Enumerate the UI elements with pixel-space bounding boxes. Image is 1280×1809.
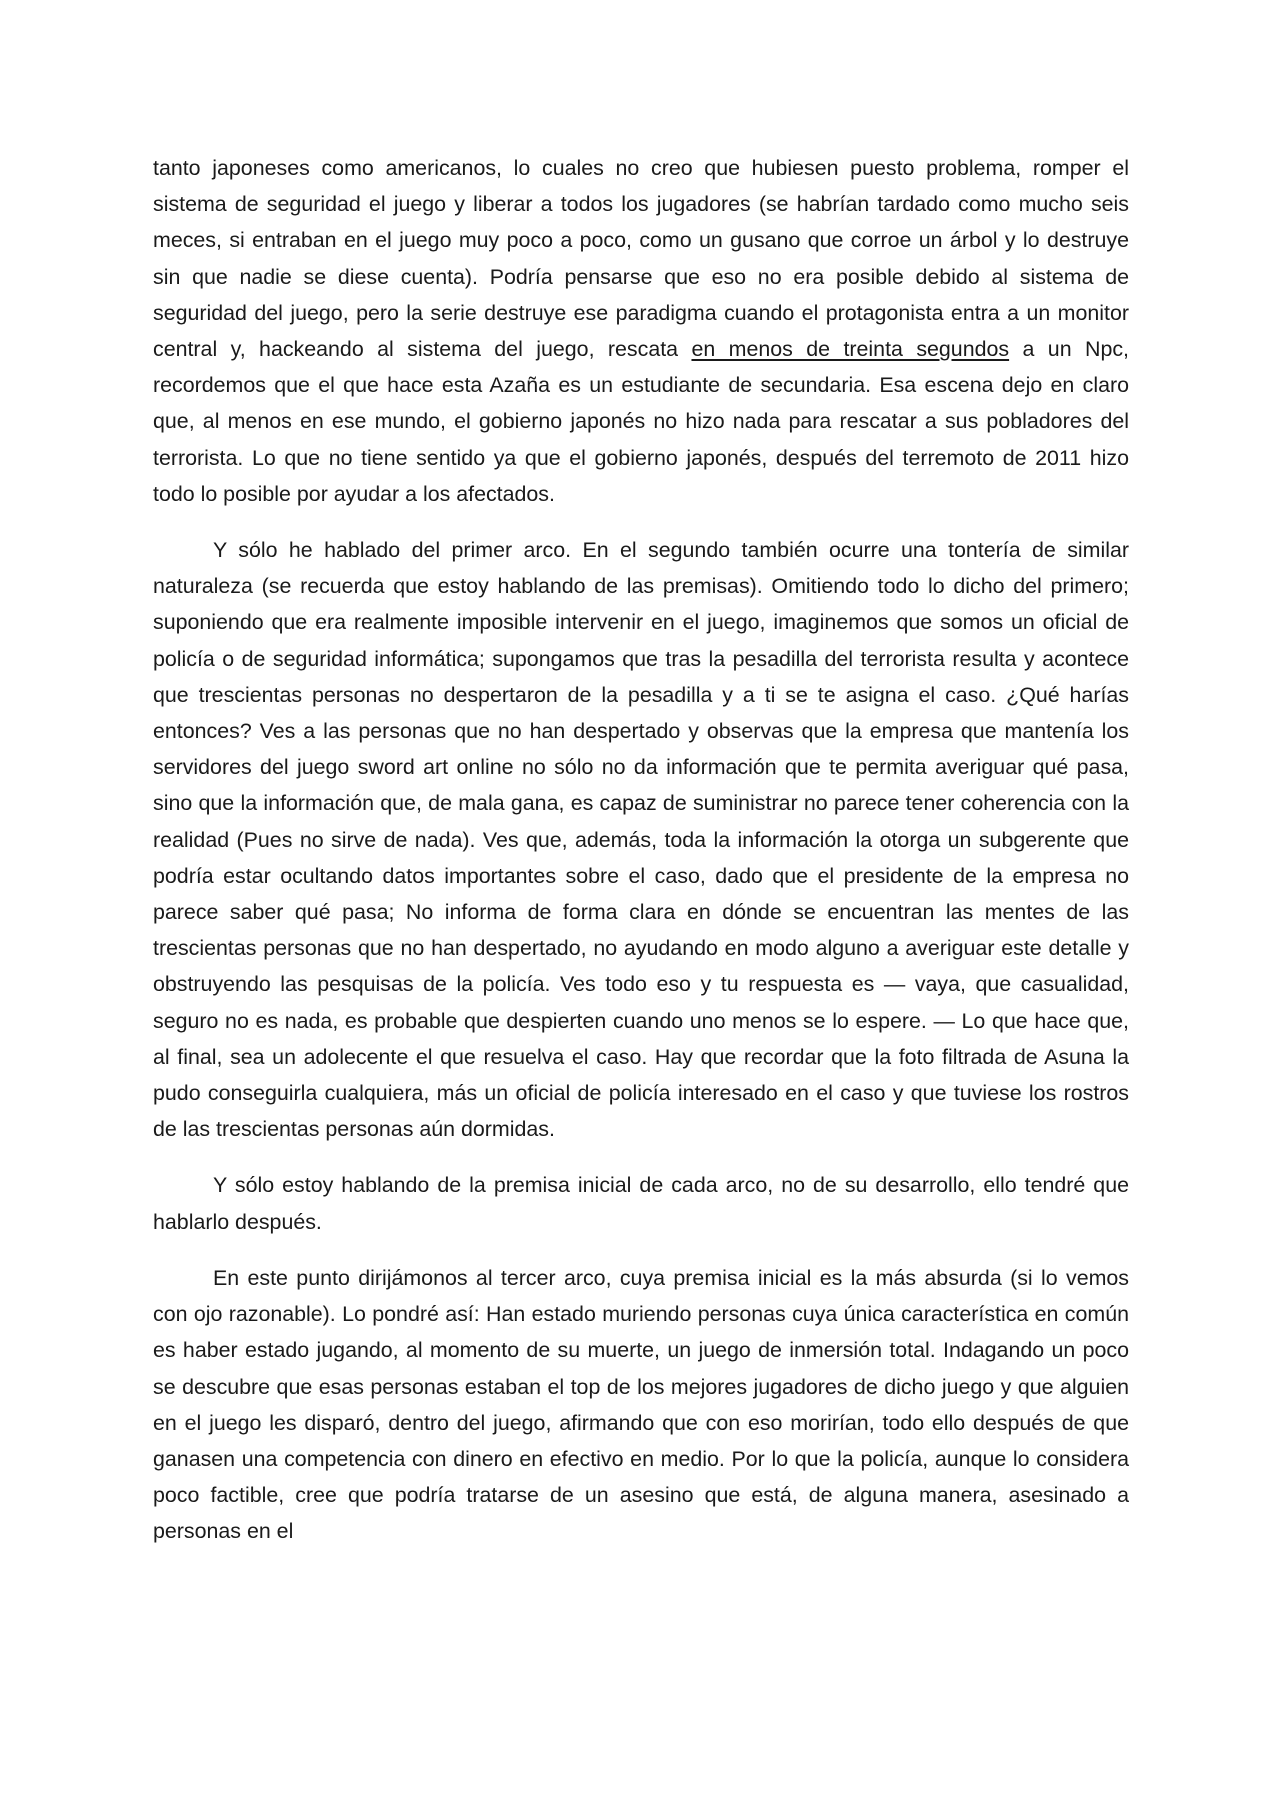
paragraph-1-text-start: tanto japoneses como americanos, lo cuales no creo que hubiesen puesto problema, romper el sistema de seguridad el juego y liberar a todos los jugadores (se habrían tardado como mucho seis meces, si entraban en el juego muy poco a poco, como un gusano que corroe un árbol y lo destruye sin que nadie se diese cuenta). Podría pensarse que eso no era posible debido al sistema de seguridad del juego, pero la serie destruye ese paradigma cuando el protagonista entra a un monitor central y, hackeando al sistema del juego, rescata (153, 156, 1129, 362)
paragraph-1-text-end: a un Npc, recordemos que el que hace esta Azaña es un estudiante de secundaria. Esa escena dejo en claro que, al menos en ese mundo, el gobierno japonés no hizo nada para rescatar a sus pobladores del terrorista. Lo que no tiene sentido ya que el gobierno japonés, después del terremoto de 2011 hizo todo lo posible por ayudar a los afectados. (153, 337, 1129, 506)
paragraph-3: Y sólo estoy hablando de la premisa inicial de cada arco, no de su desarrollo, ello tendré que hablarlo después. (153, 1173, 1129, 1234)
paragraph-4: En este punto dirijámonos al tercer arco, cuya premisa inicial es la más absurda (si lo vemos con ojo razonable). Lo pondré así: Han estado muriendo personas cuya única característica en común es haber estado jugando, al momento de su muerte, un juego de inmersión total. Indagando un poco se descubre que esas personas estaban el top de los mejores jugadores de dicho juego y que alguien en el juego les disparó, dentro del juego, afirmando que con eso morirían, todo ello después de que ganasen una competencia con dinero en efectivo en medio. Por lo que la policía, aunque lo considera poco factible, cree que podría tratarse de un asesino que está, de alguna manera, asesinado a personas en el (153, 1265, 1129, 1544)
underlined-phrase: en menos de treinta segundos (691, 337, 1010, 362)
document-page (153, 150, 1129, 1570)
paragraph-2: Y sólo he hablado del primer arco. En el segundo también ocurre una tontería de similar naturaleza (se recuerda que estoy hablando de las premisas). Omitiendo todo lo dicho del primero; suponiendo que era realmente imposible intervenir en el juego, imaginemos que somos un oficial de policía o de seguridad informática; supongamos que tras la pesadilla del terrorista resulta y acontece que trescientas personas no despertaron de la pesadilla y a ti se te asigna el caso. ¿Qué harías entonces? Ves a las personas que no han despertado y observas que la empresa que mantenía los servidores del juego sword art online no sólo no da información que te permita averiguar qué pasa, sino que la información que, de mala gana, es capaz de suministrar no parece tener coherencia con la realidad (Pues no sirve de nada). Ves que, además, toda la información la otorga un subgerente que podría estar ocultando datos importantes sobre el caso, dado que el presidente de la empresa no parece saber qué pasa; No informa de forma clara en dónde se encuentran las mentes de las trescientas personas que no han despertado, no ayudando en modo alguno a averiguar este detalle y obstruyendo las pesquisas de la policía. Ves todo eso y tu respuesta es — vaya, que casualidad, seguro no es nada, es probable que despierten cuando uno menos se lo espere. — Lo que hace que, al final, sea un adolecente el que resuelva el caso. Hay que recordar que la foto filtrada de Asuna la pudo conseguirla cualquiera, más un oficial de policía interesado en el caso y que tuviese los rostros de las trescientas personas aún dormidas. (153, 538, 1129, 1142)
paragraph-1 (153, 150, 1129, 512)
